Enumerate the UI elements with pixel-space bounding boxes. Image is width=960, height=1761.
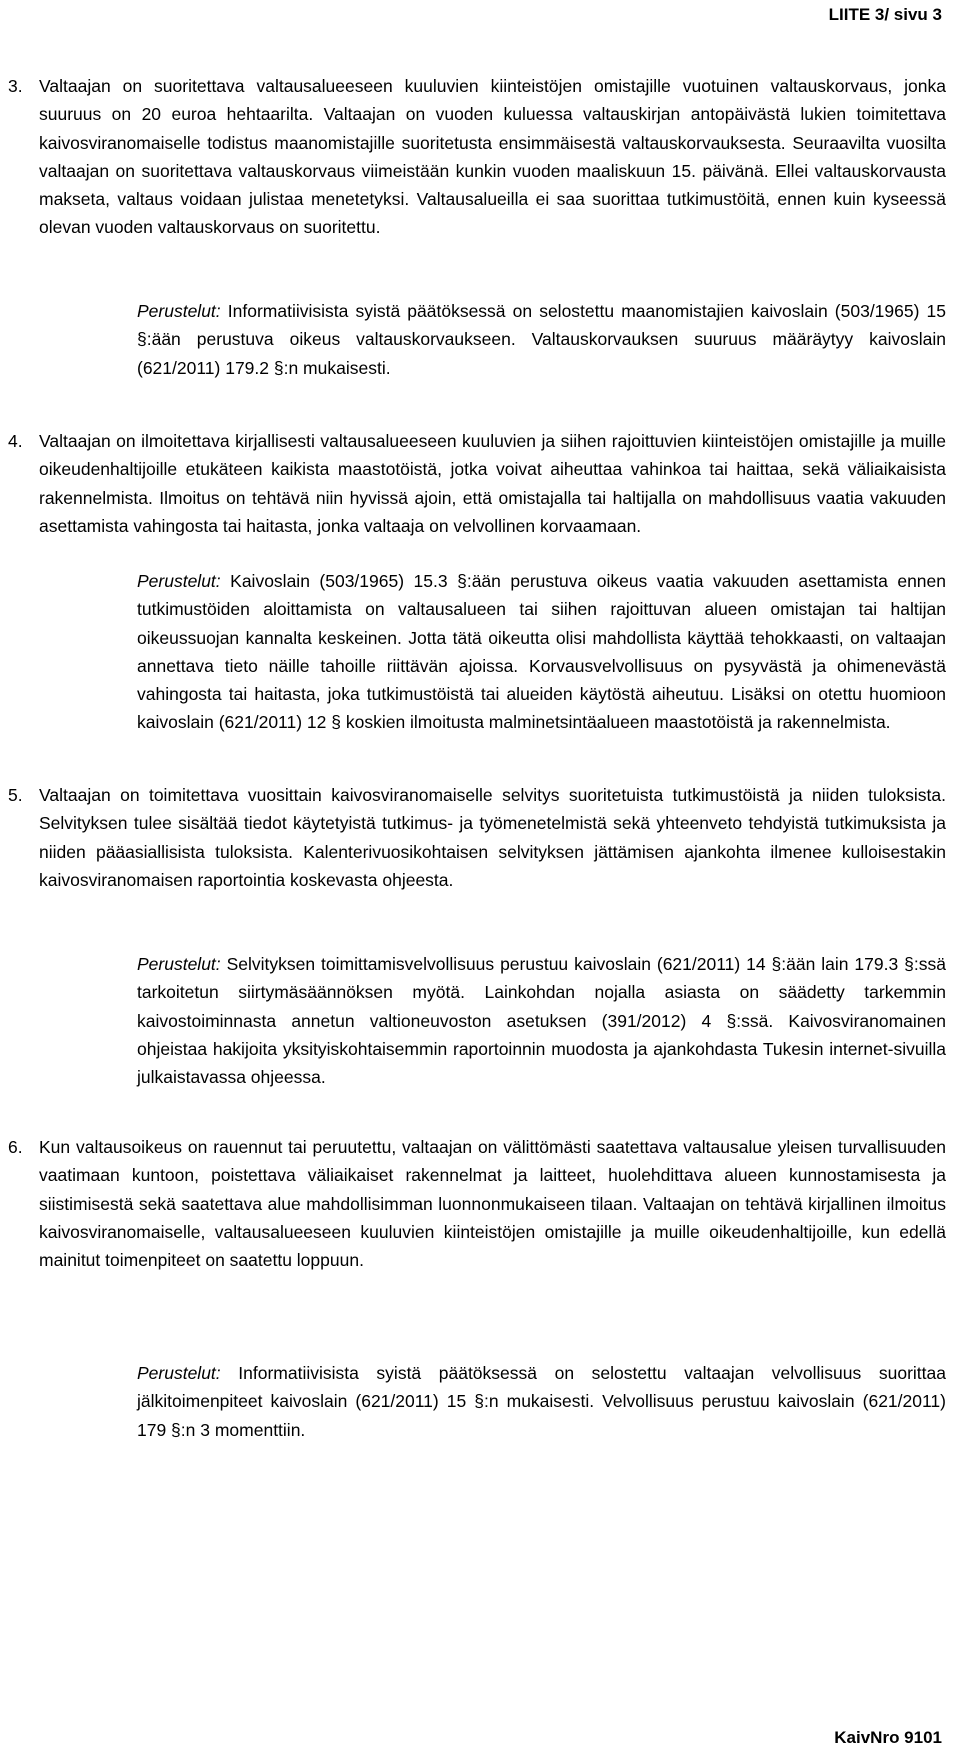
page-footer: KaivNro 9101 [834, 1728, 942, 1747]
page-header: LIITE 3/ sivu 3 [828, 5, 942, 24]
item-text: Kun valtausoikeus on rauennut tai peruutettu, valtaajan on välittömästi saatettava valtausalue yleisen turvallisuuden vaatimaan kuntoon, poistettava väliaikaiset rakennelmat ja laitteet, huolehdittava alueen kunnostamisesta ja siistimisestä sekä saatettava alue mahdollisimman luonnonmukaiseen tilaan. Valtaajan on tehtävä kirjallinen ilmoitus kaivosviranomaiselle, valtausalueeseen kuuluvien kiinteistöjen omistajille ja muille oikeudenhaltijoille, kun edellä mainitut toimenpiteet on saatettu loppuun. [39, 1137, 946, 1271]
grounds-label: Perustelut: [137, 571, 221, 591]
grounds-6 [137, 1359, 946, 1444]
grounds-label: Perustelut: [137, 954, 221, 974]
grounds-text: Informatiivisista syistä päätöksessä on selostettu valtaajan velvollisuus suorittaa jälkitoimenpiteet kaivoslain (621/2011) 15 §:n mukaisesti. Velvollisuus perustuu kaivoslain (621/2011) 179 §:n 3 momenttiin. [137, 1363, 946, 1440]
list-item-3 [8, 72, 946, 242]
item-text: Valtaajan on suoritettava valtausalueeseen kuuluvien kiinteistöjen omistajille vuotuinen valtauskorvaus, jonka suuruus on 20 euroa hehtaarilta. Valtaajan on vuoden kuluessa valtauskirjan antopäivästä lukien toimitettava kaivosviranomaiselle todistus maanomistajille suoritetusta ensimmäisestä valtauskorvauksesta. Seuraavilta vuosilta valtaajan on suoritettava valtauskorvaus viimeistään kunkin vuoden maaliskuun 15. päivänä. Ellei valtauskorvausta makseta, valtaus voidaan julistaa menetetyksi. Valtausalueilla ei saa suorittaa tutkimustöitä, ennen kuin kyseessä olevan vuoden valtauskorvaus on suoritettu. [39, 76, 946, 238]
grounds-5 [137, 950, 946, 1091]
item-number: 6. [8, 1137, 23, 1157]
grounds-text: Selvityksen toimittamisvelvollisuus perustuu kaivoslain (621/2011) 14 §:ään lain 179.3 §:ssä tarkoitetun siirtymäsäännöksen myötä. Lainkohdan nojalla asiasta on säädetty tarkemmin kaivostoiminnasta annetun valtioneuvoston asetuksen (391/2012) 4 §:ssä. Kaivosviranomainen ohjeistaa hakijoita yksityiskohtaisemmin raportoinnin muodosta ja ajankohdasta Tukesin internet-sivuilla julkaistavassa ohjeessa. [137, 954, 946, 1088]
list-item-4 [8, 427, 946, 540]
list-item-6 [8, 1133, 946, 1274]
grounds-3 [137, 297, 946, 382]
item-text: Valtaajan on ilmoitettava kirjallisesti valtausalueeseen kuuluvien ja siihen rajoittuvien kiinteistöjen omistajille ja muille oikeudenhaltijoille etukäteen kaikista maastotöistä, jotka voivat aiheuttaa vahinkoa tai haittaa, sekä väliaikaisista rakennelmista. Ilmoitus on tehtävä niin hyvissä ajoin, että omistajalla tai haltijalla on mahdollisuus vaatia vakuuden asettamista vahingosta tai haitasta, jonka valtaaja on velvollinen korvaamaan. [39, 431, 946, 536]
grounds-label: Perustelut: [137, 301, 221, 321]
item-number: 3. [8, 76, 23, 96]
grounds-label: Perustelut: [137, 1363, 221, 1383]
grounds-text: Kaivoslain (503/1965) 15.3 §:ään perustuva oikeus vaatia vakuuden asettamista ennen tutkimustöiden aloittamista on valtausalueen tai siihen rajoittuvan alueen omistajan tai haltijan oikeussuojan kannalta keskeinen. Jotta tätä oikeutta olisi mahdollista käyttää tehokkaasti, on valtaajan annettava tieto näille tahoille riittävän ajoissa. Korvausvelvollisuus on pysyvästä ja ohimenevästä vahingosta tai haitasta, joka tutkimustöistä tai alueiden käytöstä aiheutuu. Lisäksi on otettu huomioon kaivoslain (621/2011) 12 § koskien ilmoitusta malminetsintäalueen maastotöistä ja rakennelmista. [137, 571, 946, 733]
list-item-5 [8, 781, 946, 894]
grounds-4 [137, 567, 946, 737]
item-number: 5. [8, 785, 23, 805]
grounds-text: Informatiivisista syistä päätöksessä on selostettu maanomistajien kaivoslain (503/1965) 15 §:ään perustuva oikeus valtauskorvaukseen. Valtauskorvauksen suuruus määräytyy kaivoslain (621/2011) 179.2 §:n mukaisesti. [137, 301, 946, 378]
item-text: Valtaajan on toimitettava vuosittain kaivosviranomaiselle selvitys suoritetuista tutkimustöistä ja niiden tuloksista. Selvityksen tulee sisältää tiedot käytetyistä tutkimus- ja työmenetelmistä sekä yhteenveto tehdyistä tutkimuksista ja niiden pääasiallisista tuloksista. Kalenterivuosikohtaisen selvityksen jättämisen ajankohta ilmenee kulloisestakin kaivosviranomaisen raportointia koskevasta ohjeesta. [39, 785, 946, 890]
item-number: 4. [8, 431, 23, 451]
